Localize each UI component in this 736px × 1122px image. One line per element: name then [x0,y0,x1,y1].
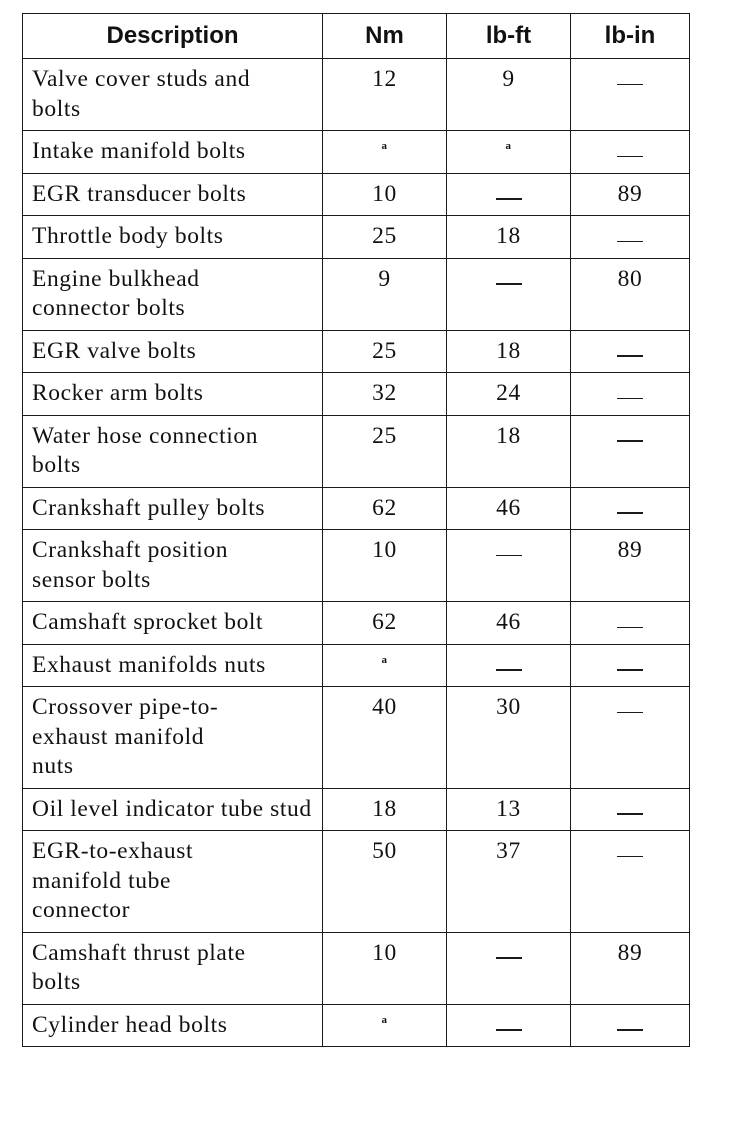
cell-lbin [571,373,690,416]
torque-value: 24 [496,380,521,406]
torque-value: 89 [617,939,643,966]
cell-lbft [447,173,571,216]
footnote-marker: a [381,1013,388,1026]
cell-lbin [571,530,690,602]
column-header-lb-ft: lb-ft [447,14,571,59]
cell-description [23,788,323,831]
description-text: Camshaft thrust plate bolts [32,939,246,995]
table-row [23,602,690,645]
table-row [23,1004,690,1047]
cell-nm [323,602,447,645]
cell-description [23,173,323,216]
cell-lbft [447,602,571,645]
empty-value-dash [617,1029,643,1031]
torque-spec-table [22,13,690,1047]
cell-description [23,644,323,687]
cell-lbft [447,373,571,416]
cell-lbin [571,173,690,216]
cell-description [23,59,323,131]
table-row [23,330,690,373]
empty-value-dash [496,957,522,959]
table-row [23,687,690,789]
cell-nm [323,1004,447,1047]
torque-value: 30 [496,694,521,720]
cell-nm [323,644,447,687]
description-text: Crossover pipe-to-exhaust manifold nuts [32,694,219,779]
cell-description [23,602,323,645]
cell-description [23,330,323,373]
table-row [23,932,690,1004]
description-text: Intake manifold bolts [32,138,246,164]
cell-lbin [571,644,690,687]
empty-value-dash [617,669,643,671]
cell-nm [323,831,447,933]
cell-lbin [571,932,690,1004]
torque-value: 9 [378,265,391,292]
cell-nm [323,487,447,530]
cell-nm [323,258,447,330]
cell-description [23,831,323,933]
description-text: EGR valve bolts [32,337,197,364]
empty-value-dash [617,627,643,629]
description-text: Engine bulkhead connector bolts [32,265,200,321]
cell-lbft [447,59,571,131]
cell-nm [323,131,447,174]
cell-description [23,415,323,487]
table-row [23,59,690,131]
torque-value: 18 [496,223,521,249]
description-text: Crankshaft position sensor bolts [32,537,229,593]
description-text: Exhaust manifolds nuts [32,651,266,678]
cell-lbin [571,258,690,330]
torque-value: 37 [496,838,521,864]
cell-description [23,530,323,602]
footnote-marker: a [505,140,512,152]
torque-value: 10 [372,939,397,966]
cell-lbft [447,644,571,687]
description-text: Camshaft sprocket bolt [32,609,264,635]
cell-lbft [447,530,571,602]
cell-nm [323,59,447,131]
empty-value-dash [496,283,522,285]
torque-value: 25 [372,337,397,364]
torque-value: 89 [617,180,643,207]
table-row [23,644,690,687]
torque-value: 32 [372,380,397,406]
torque-value: 18 [496,422,521,449]
cell-lbft [447,258,571,330]
torque-value: 50 [372,838,397,864]
empty-value-dash [617,813,643,815]
cell-lbft [447,788,571,831]
cell-description [23,1004,323,1047]
description-text: Cylinder head bolts [32,1011,228,1038]
cell-nm [323,932,447,1004]
empty-value-dash [617,440,643,442]
cell-description [23,131,323,174]
torque-value: 46 [496,609,521,635]
torque-value: 9 [502,66,515,92]
torque-value: 12 [372,66,397,92]
cell-lbin [571,131,690,174]
cell-description [23,932,323,1004]
empty-value-dash [496,1029,522,1031]
empty-value-dash [617,398,643,400]
cell-nm [323,530,447,602]
cell-nm [323,415,447,487]
table-row [23,258,690,330]
cell-nm [323,330,447,373]
torque-value: 62 [372,609,397,635]
cell-nm [323,373,447,416]
empty-value-dash [617,712,643,714]
cell-lbin [571,59,690,131]
description-text: Oil level indicator tube stud [32,795,312,822]
cell-lbin [571,1004,690,1047]
torque-value: 10 [372,537,397,563]
description-text: Rocker arm bolts [32,380,204,406]
column-header-nm: Nm [323,14,447,59]
description-text: EGR transducer bolts [32,180,247,207]
empty-value-dash [496,198,522,200]
cell-lbft [447,487,571,530]
table-body [23,59,690,1047]
table-row [23,831,690,933]
cell-nm [323,687,447,789]
empty-value-dash [496,555,522,557]
table-row [23,216,690,259]
cell-description [23,258,323,330]
torque-value: 18 [372,795,397,822]
torque-value: 46 [496,494,521,521]
footnote-marker: a [381,653,388,666]
cell-lbft [447,687,571,789]
cell-lbin [571,487,690,530]
empty-value-dash [617,512,643,514]
table-row [23,530,690,602]
description-text: Water hose connection bolts [32,422,259,478]
empty-value-dash [617,856,643,858]
table-header-row [23,14,690,59]
cell-lbft [447,330,571,373]
cell-description [23,687,323,789]
empty-value-dash [617,241,643,243]
table-row [23,415,690,487]
torque-value: 89 [617,537,643,563]
cell-lbin [571,788,690,831]
table-row [23,487,690,530]
cell-nm [323,173,447,216]
torque-value: 18 [496,337,521,364]
torque-value: 62 [372,494,397,521]
description-text: Crankshaft pulley bolts [32,494,266,521]
cell-lbft [447,131,571,174]
torque-value: 80 [617,265,643,292]
cell-nm [323,216,447,259]
description-text: EGR-to-exhaust manifold tube connector [32,838,194,923]
table-row [23,173,690,216]
description-text: Throttle body bolts [32,223,224,249]
cell-lbft [447,831,571,933]
torque-value: 40 [372,694,397,720]
table-row [23,788,690,831]
empty-value-dash [617,84,643,86]
footnote-marker: a [381,140,388,152]
cell-lbin [571,216,690,259]
cell-lbft [447,1004,571,1047]
torque-value: 10 [372,180,397,207]
table-row [23,373,690,416]
empty-value-dash [496,669,522,671]
empty-value-dash [617,156,643,158]
cell-nm [323,788,447,831]
cell-lbin [571,687,690,789]
torque-value: 13 [496,795,521,822]
cell-description [23,216,323,259]
cell-lbin [571,330,690,373]
description-text: Valve cover studs and bolts [32,66,251,122]
column-header-description: Description [23,14,323,59]
torque-value: 25 [372,422,397,449]
cell-lbft [447,932,571,1004]
cell-lbin [571,831,690,933]
cell-description [23,373,323,416]
cell-lbft [447,216,571,259]
cell-lbft [447,415,571,487]
empty-value-dash [617,355,643,357]
cell-lbin [571,602,690,645]
torque-value: 25 [372,223,397,249]
cell-lbin [571,415,690,487]
table-row [23,131,690,174]
column-header-lb-in: lb-in [571,14,690,59]
cell-description [23,487,323,530]
